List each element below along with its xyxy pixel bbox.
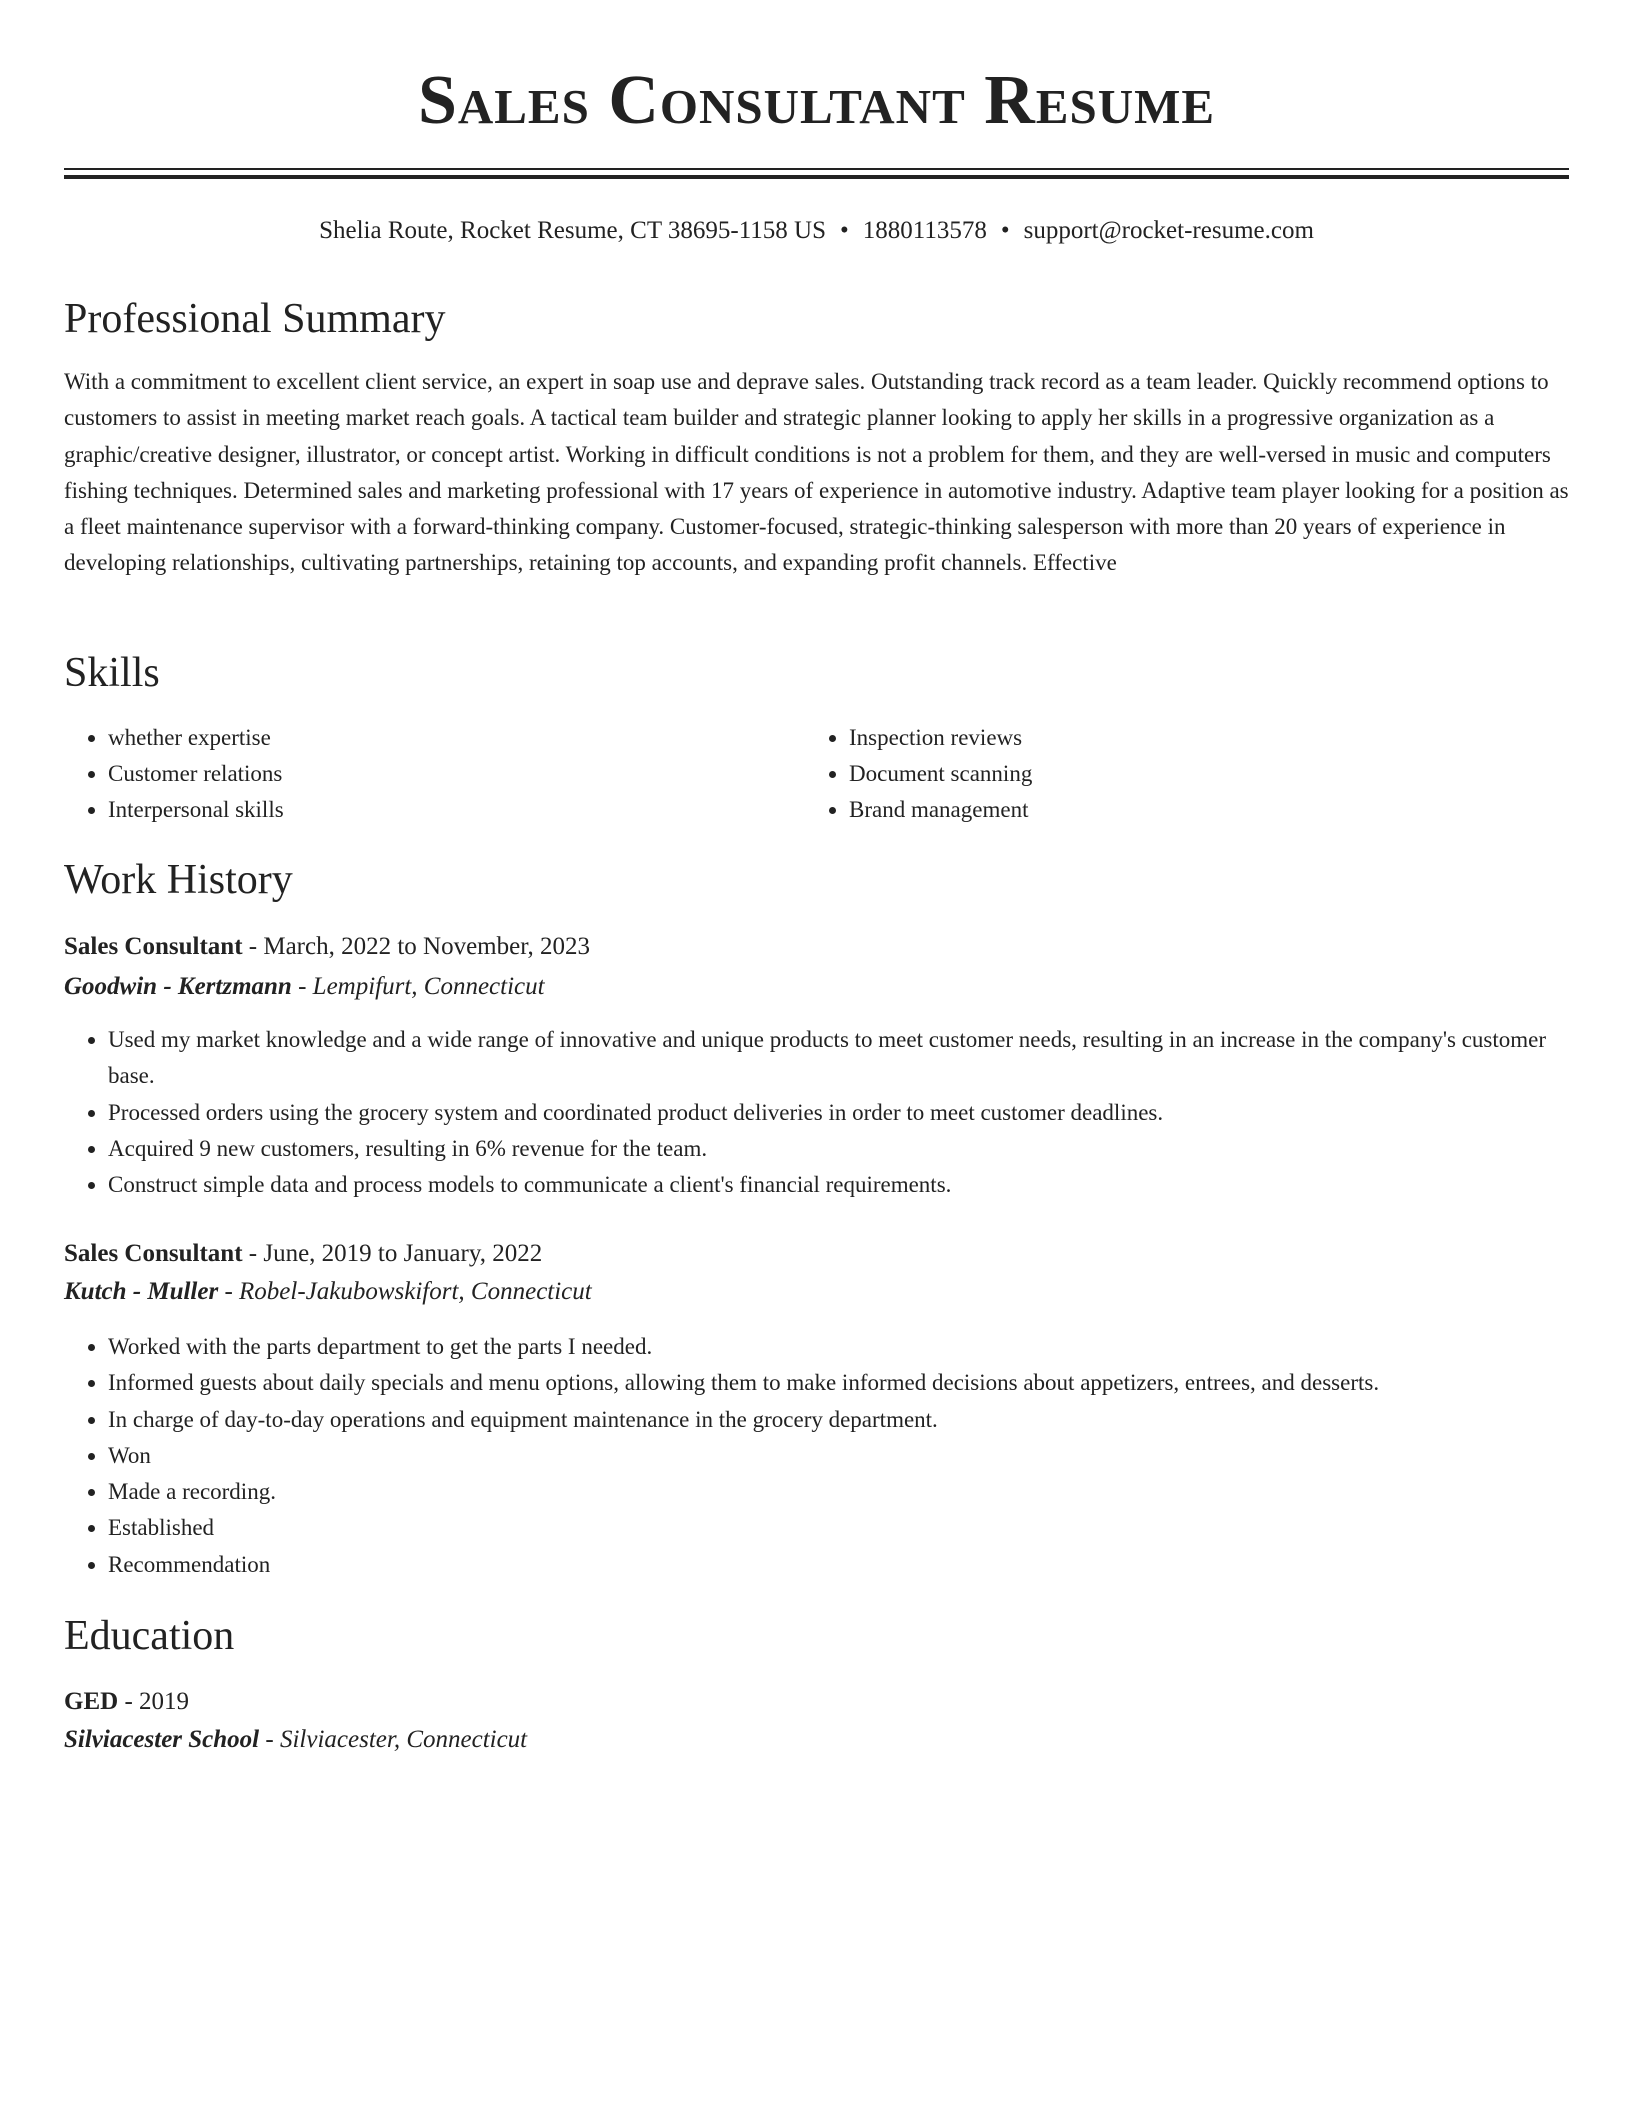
skills-column-left: [64, 720, 284, 828]
job-bullet: • Recommendation: [108, 1547, 1568, 1583]
job-dates: - March, 2022 to November, 2023: [242, 933, 591, 960]
job-bullet: • Made a recording.: [108, 1474, 1568, 1510]
job-location: - Lempifurt, Connecticut: [291, 973, 545, 1000]
skill-item: • whether expertise: [108, 720, 284, 756]
contact-separator: •: [840, 217, 849, 244]
skill-item: • Brand management: [849, 792, 1032, 828]
skills-heading: Skills: [64, 650, 160, 696]
skill-item: • Inspection reviews: [849, 720, 1032, 756]
education-school: Silviacester School: [64, 1726, 260, 1753]
education-location: - Silviacester, Connecticut: [259, 1726, 528, 1753]
education-heading: Education: [64, 1613, 235, 1659]
job-header: [64, 929, 590, 965]
title-rule-thin: [64, 168, 1569, 170]
job-bullet: • In charge of day-to-day operations and equipment maintenance in the grocery department.: [108, 1402, 1568, 1438]
work-history-heading: Work History: [64, 857, 293, 903]
job-title: Sales Consultant: [64, 1240, 243, 1267]
summary-text: With a commitment to excellent client service, an expert in soap use and deprave sales. Outstanding track record as a team leader. Quickly recommend options to customers to assist in meeting market reach goals. A tactical team builder and strategic planner looking to apply her skills in a progressive organization as a graphic/creative designer, illustrator, or concept artist. Working in difficult conditions is not a problem for them, and they are well-versed in music and computers fishing techniques. Determined sales and marketing professional with 17 years of experience in automotive industry. Adaptive team player looking for a position as a fleet maintenance supervisor with a forward-thinking company. Customer-focused, strategic-thinking salesperson with more than 20 years of experience in developing relationships, cultivating partnerships, retaining top accounts, and expanding profit channels. Effective: [64, 369, 1569, 576]
job-bullet: • Used my market knowledge and a wide range of innovative and unique products to meet customer needs, resulting in an increase in the company's customer base.: [108, 1022, 1568, 1095]
job-bullets: [64, 1022, 1568, 1203]
job-bullet: • Worked with the parts department to get the parts I needed.: [108, 1329, 1568, 1365]
education-year: - 2019: [118, 1688, 190, 1715]
resume-title: Sales Consultant Resume: [417, 62, 1216, 139]
job-title: Sales Consultant: [64, 933, 243, 960]
job-bullet: • Informed guests about daily specials and menu options, allowing them to make informed decisions about appetizers, entrees, and desserts.: [108, 1365, 1568, 1401]
job-bullet: • Construct simple data and process models to communicate a client's financial requirements.: [108, 1167, 1568, 1203]
skill-item: • Customer relations: [108, 756, 284, 792]
skill-item: • Document scanning: [849, 756, 1032, 792]
contact-separator: •: [1000, 217, 1010, 244]
job-bullet: • Processed orders using the grocery system and coordinated product deliveries in order to meet customer deadlines.: [108, 1095, 1568, 1131]
job-bullets: [64, 1329, 1568, 1583]
skills-column-right: [805, 720, 1032, 828]
job-employer: [64, 969, 545, 1005]
job-company: Goodwin - Kertzmann: [64, 973, 292, 1000]
contact-line: [64, 213, 1569, 249]
job-header: [64, 1236, 542, 1272]
job-bullet: • Won: [108, 1438, 1568, 1474]
contact-email: support@rocket-resume.com: [1023, 217, 1314, 244]
title-rule-thick: [64, 175, 1569, 179]
contact-phone: 1880113578: [862, 217, 987, 244]
job-employer: [64, 1274, 592, 1310]
education-header: [64, 1684, 189, 1720]
job-bullet: • Acquired 9 new customers, resulting in 6% revenue for the team.: [108, 1131, 1568, 1167]
job-bullet: • Established: [108, 1510, 1568, 1546]
summary-heading: Professional Summary: [64, 296, 446, 342]
contact-address: Shelia Route, Rocket Resume, CT 38695-1158 US: [319, 217, 826, 244]
skill-item: • Interpersonal skills: [108, 792, 284, 828]
job-location: - Robel-Jakubowskifort, Connecticut: [218, 1278, 592, 1305]
education-degree: GED: [64, 1688, 119, 1715]
education-school-line: [64, 1722, 527, 1758]
job-company: Kutch - Muller: [64, 1278, 219, 1305]
job-dates: - June, 2019 to January, 2022: [242, 1240, 543, 1267]
